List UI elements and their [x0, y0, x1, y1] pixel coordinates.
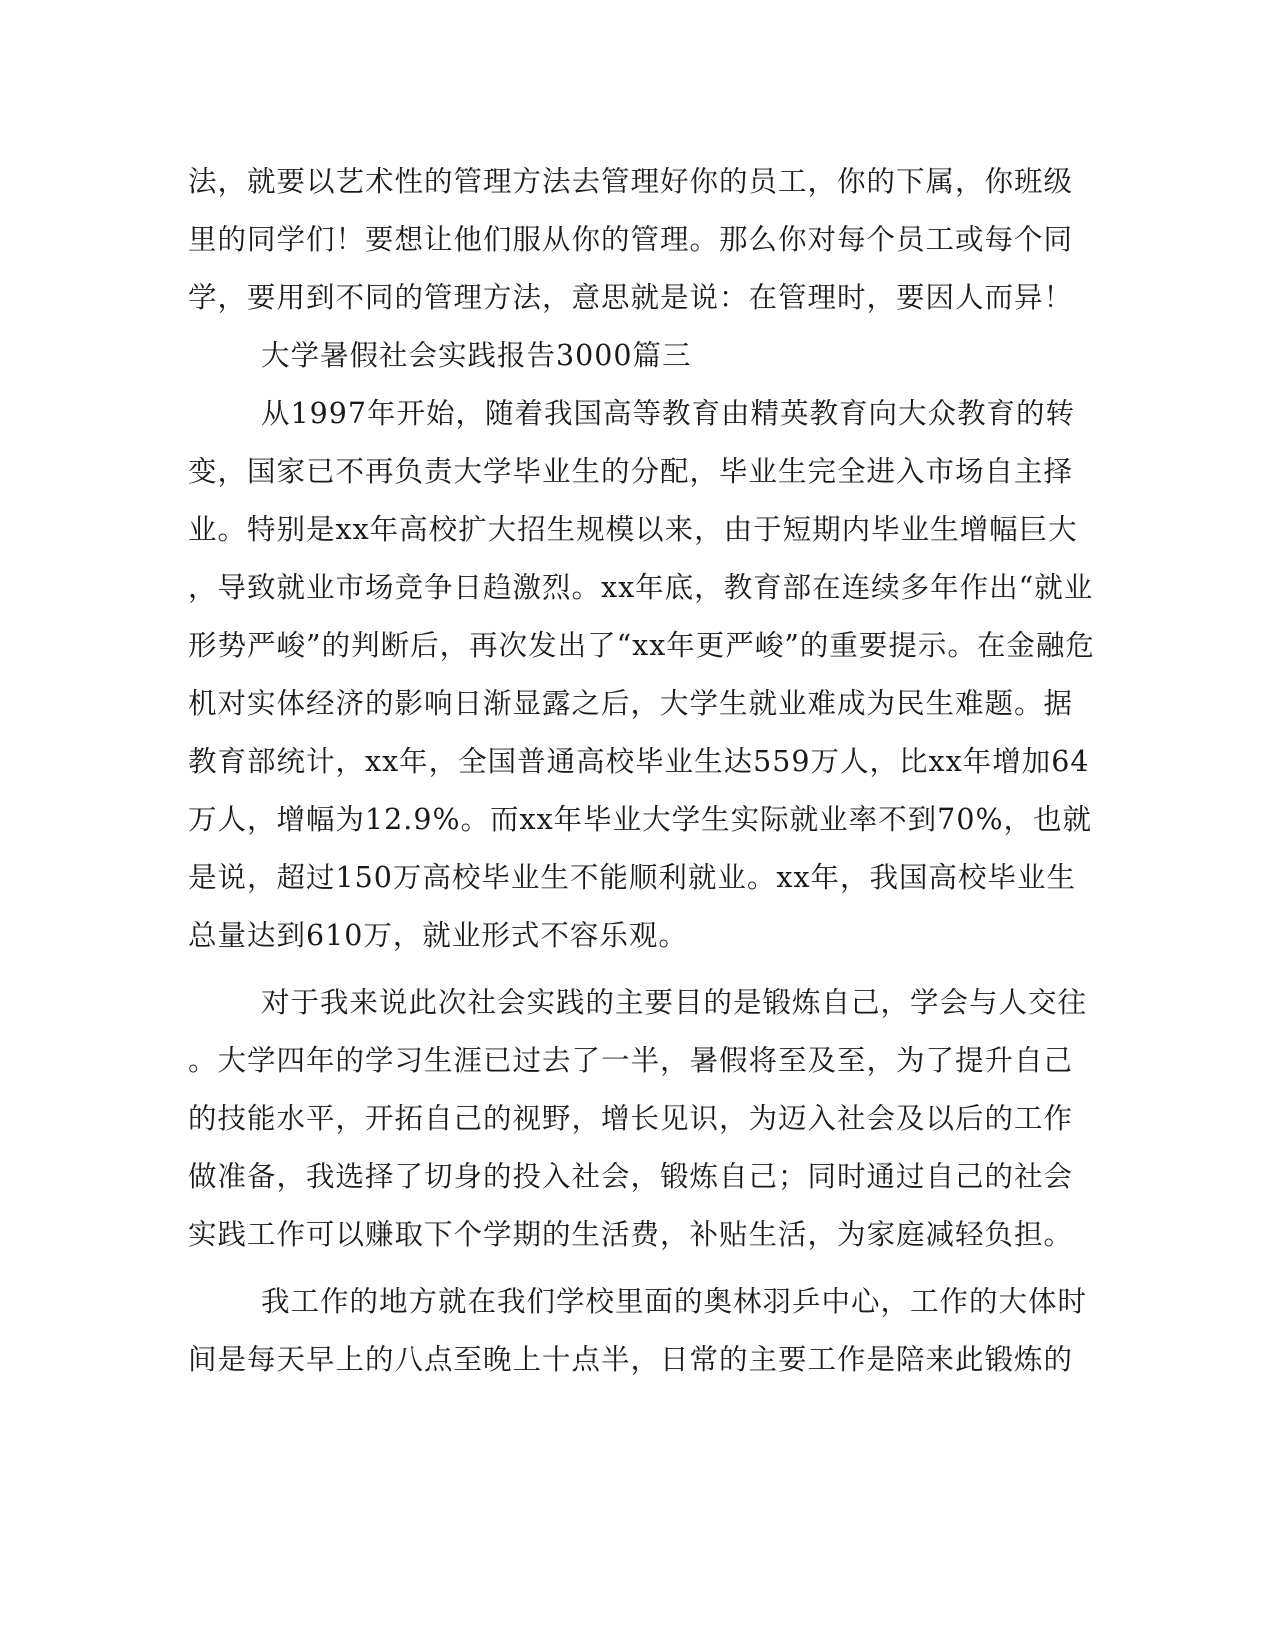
text-line: 法，就要以艺术性的管理方法去管理好你的员工，你的下属，你班级	[188, 165, 1074, 198]
text-line: 教育部统计，xx年，全国普通高校毕业生达559万人，比xx年增加64	[188, 745, 1090, 778]
text-line: 从1997年开始，随着我国高等教育由精英教育向大众教育的转	[261, 397, 1076, 430]
text-line: 学，要用到不同的管理方法，意思就是说：在管理时，要因人而异！	[188, 281, 1074, 314]
text-line: 做准备，我选择了切身的投入社会，锻炼自己；同时通过自己的社会	[188, 1160, 1074, 1193]
section-heading: 大学暑假社会实践报告3000篇三	[261, 339, 692, 372]
text-line: ，导致就业市场竞争日趋激烈。xx年底，教育部在连续多年作出“就业	[188, 571, 1094, 604]
text-line: 变，国家已不再负责大学毕业生的分配，毕业生完全进入市场自主择	[188, 455, 1074, 488]
text-line: 是说，超过150万高校毕业生不能顺利就业。xx年，我国高校毕业生	[188, 861, 1077, 894]
text-line: 间是每天早上的八点至晚上十点半，日常的主要工作是陪来此锻炼的	[188, 1343, 1074, 1376]
text-line: 的技能水平，开拓自己的视野，增长见识，为迈入社会及以后的工作	[188, 1102, 1074, 1135]
text-line: 我工作的地方就在我们学校里面的奥林羽乒中心，工作的大体时	[261, 1285, 1088, 1318]
text-line: 机对实体经济的影响日渐显露之后，大学生就业难成为民生难题。据	[188, 687, 1074, 720]
text-line: 。大学四年的学习生涯已过去了一半，暑假将至及至，为了提升自己	[188, 1044, 1074, 1077]
text-line: 对于我来说此次社会实践的主要目的是锻炼自己，学会与人交往	[261, 986, 1088, 1019]
text-line: 形势严峻”的判断后，再次发出了“xx年更严峻”的重要提示。在金融危	[188, 629, 1095, 662]
text-line: 实践工作可以赚取下个学期的生活费，补贴生活，为家庭减轻负担。	[188, 1218, 1074, 1251]
text-line: 业。特别是xx年高校扩大招生规模以来，由于短期内毕业生增幅巨大	[188, 513, 1078, 546]
text-line: 里的同学们！要想让他们服从你的管理。那么你对每个员工或每个同	[188, 223, 1074, 256]
text-line: 万人，增幅为12.9%。而xx年毕业大学生实际就业率不到70%，也就	[188, 803, 1093, 836]
text-line: 总量达到610万，就业形式不容乐观。	[188, 919, 688, 952]
